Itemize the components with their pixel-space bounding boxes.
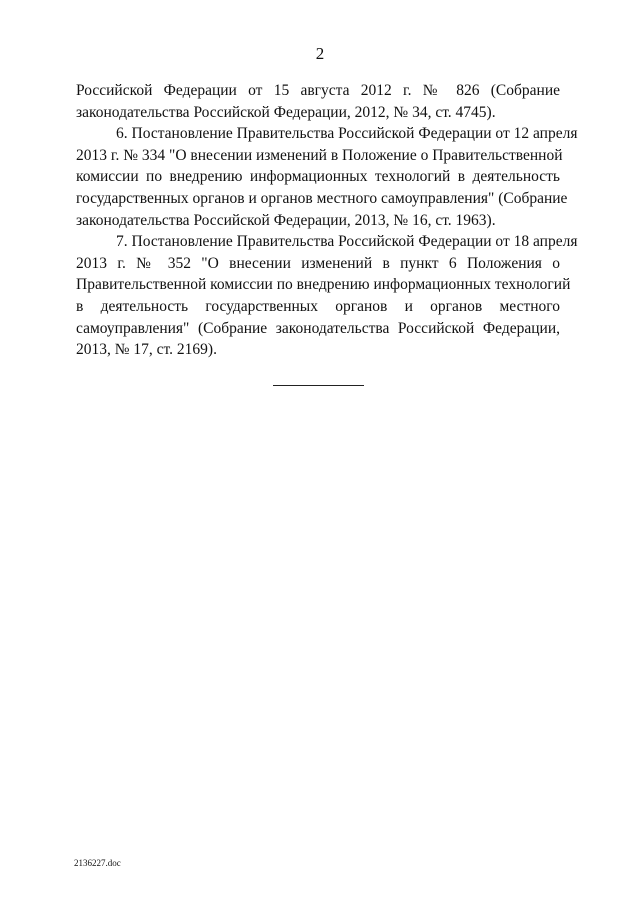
text-line: законодательства Российской Федерации, 2013, № 16, ст. 1963).	[76, 211, 496, 229]
text-line: комиссии по внедрению информационных технологий в деятельность	[76, 168, 560, 186]
end-of-text-rule	[273, 385, 364, 386]
text-line: Российской Федерации от 15 августа 2012 г. № 826 (Собрание	[76, 82, 560, 99]
text-line: самоуправления" (Собрание законодательства Российской Федерации,	[76, 319, 560, 337]
text-line: в деятельность государственных органов и органов местного	[76, 297, 560, 315]
text-line: государственных органов и органов местного самоуправления" (Собрание	[76, 189, 568, 207]
text-line: законодательства Российской Федерации, 2012, № 34, ст. 4745).	[76, 103, 496, 121]
text-line: Правительственной комиссии по внедрению информационных технологий	[76, 276, 571, 294]
document-body	[76, 80, 578, 361]
text-line: 2013 г. № 352 "О внесении изменений в пункт 6 Положения о	[76, 254, 560, 272]
text-line: 6. Постановление Правительства Российской Федерации от 12 апреля	[116, 125, 578, 143]
text-line: 7. Постановление Правительства Российской Федерации от 18 апреля	[116, 233, 578, 251]
text-line: 2013 г. № 334 "О внесении изменений в Положение о Правительственной	[76, 146, 563, 164]
text-line: 2013, № 17, ст. 2169).	[76, 341, 217, 359]
footer-doc-id: 2136227.doc	[74, 858, 121, 868]
page-number: 2	[315, 44, 325, 63]
